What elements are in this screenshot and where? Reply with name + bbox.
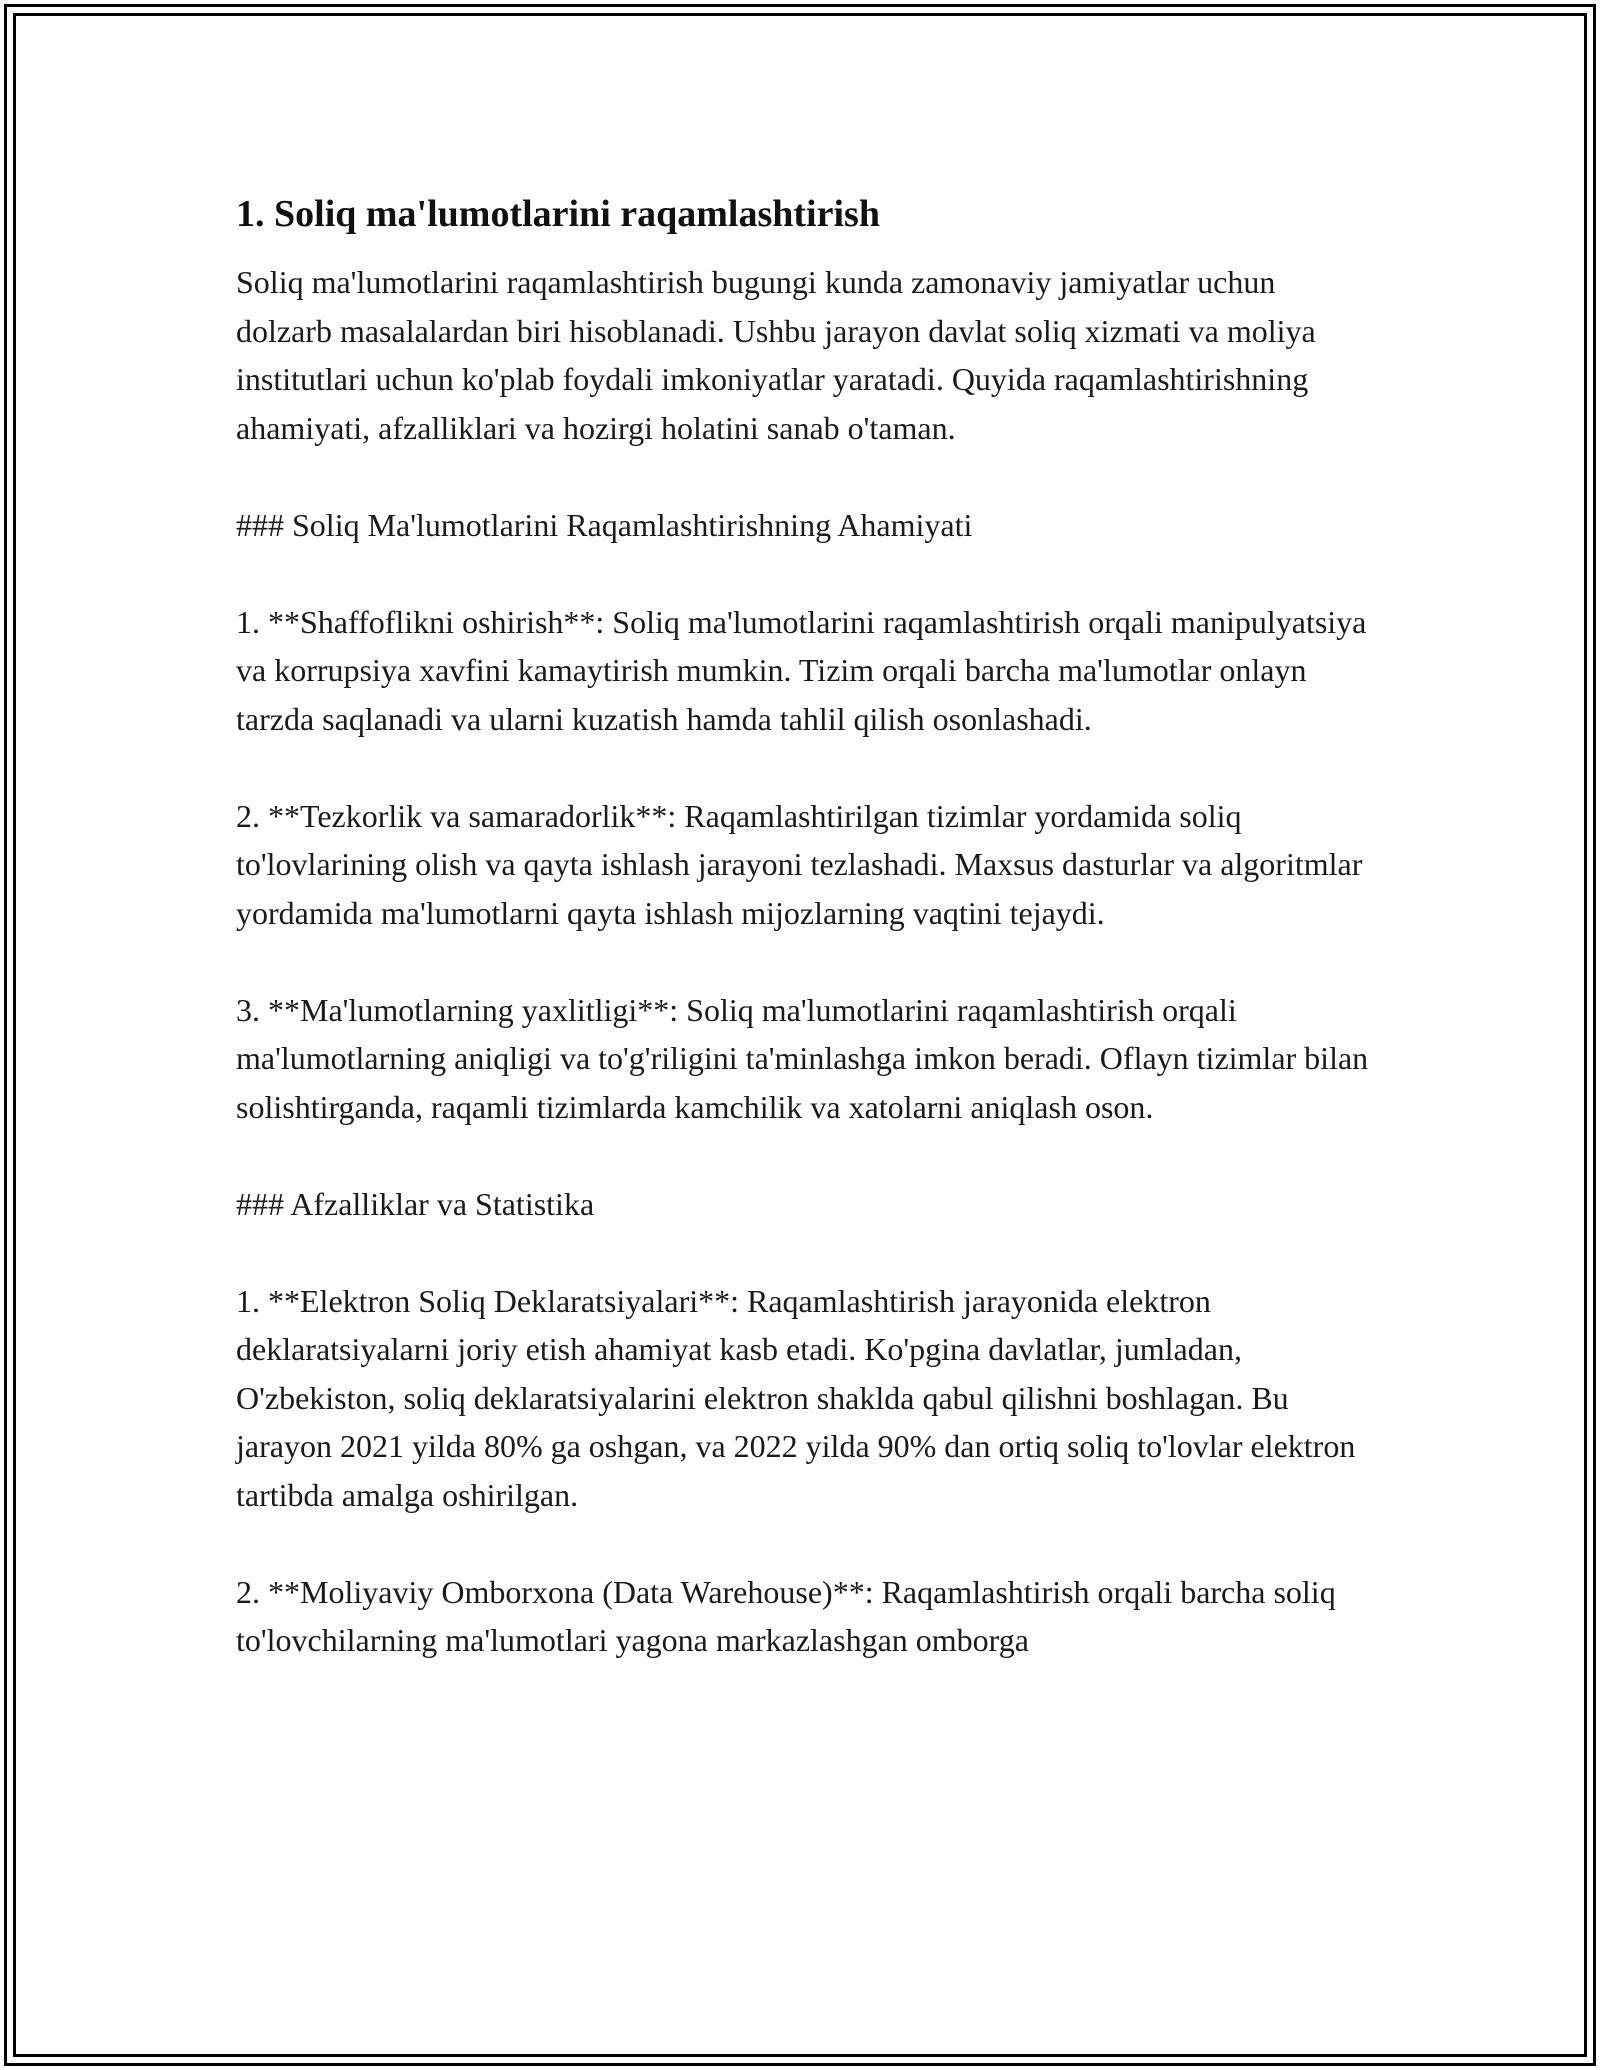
intro-paragraph: Soliq ma'lumotlarini raqamlashtirish bugungi kunda zamonaviy jamiyatlar uchun dolzarb masalalardan biri hisoblanadi. Ushbu jarayon davlat soliq xizmati va moliya institutlari uchun ko'plab foydali imkoniyatlar yaratadi. Quyida raqamlashtirishning ahamiyati, afzalliklari va hozirgi holatini sanab o'taman. xyxy=(236,264,1316,446)
list-item-shaffoflik: 1. **Shaffoflikni oshirish**: Soliq ma'lumotlarini raqamlashtirish orqali manipulyatsiya va korrupsiya xavfini kamaytirish mumkin. Tizim orqali barcha ma'lumotlar onlayn tarzda saqlanadi va ularni kuzatish hamda tahlil qilish osonlashadi. xyxy=(236,603,1367,737)
section-heading-ahamiyati: ### Soliq Ma'lumotlarini Raqamlashtirishning Ahamiyati xyxy=(236,506,973,543)
document-title: 1. Soliq ma'lumotlarini raqamlashtirish xyxy=(236,193,880,235)
document-body xyxy=(236,184,1376,1665)
section-heading-afzalliklar: ### Afzalliklar va Statistika xyxy=(236,1185,595,1222)
list-item-yaxlitlik: 3. **Ma'lumotlarning yaxlitligi**: Soliq ma'lumotlarini raqamlashtirish orqali ma'lumotlarning aniqligi va to'g'riligini ta'minlashga imkon beradi. Oflayn tizimlar bilan solishtirganda, raqamli tizimlarda kamchilik va xatolarni aniqlash oson. xyxy=(236,991,1369,1125)
list-item-moliyaviy-omborxona: 2. **Moliyaviy Omborxona (Data Warehouse)**: Raqamlashtirish orqali barcha soliq to'lovchilarning ma'lumotlari yagona markazlashgan omborga xyxy=(236,1573,1336,1658)
list-item-elektron-deklaratsiya: 1. **Elektron Soliq Deklaratsiyalari**: Raqamlashtirish jarayonida elektron deklaratsiyalarni joriy etish ahamiyat kasb etadi. Ko'pgina davlatlar, jumladan, O'zbekiston, soliq deklaratsiyalarini elektron shaklda qabul qilishni boshlagan. Bu jarayon 2021 yilda 80% ga oshgan, va 2022 yilda 90% dan ortiq soliq to'lovlar elektron tartibda amalga oshirilgan. xyxy=(236,1282,1356,1513)
list-item-tezkorlik: 2. **Tezkorlik va samaradorlik**: Raqamlashtirilgan tizimlar yordamida soliq to'lovlarining olish va qayta ishlash jarayoni tezlashadi. Maxsus dasturlar va algoritmlar yordamida ma'lumotlarni qayta ishlash mijozlarning vaqtini tejaydi. xyxy=(236,797,1363,931)
